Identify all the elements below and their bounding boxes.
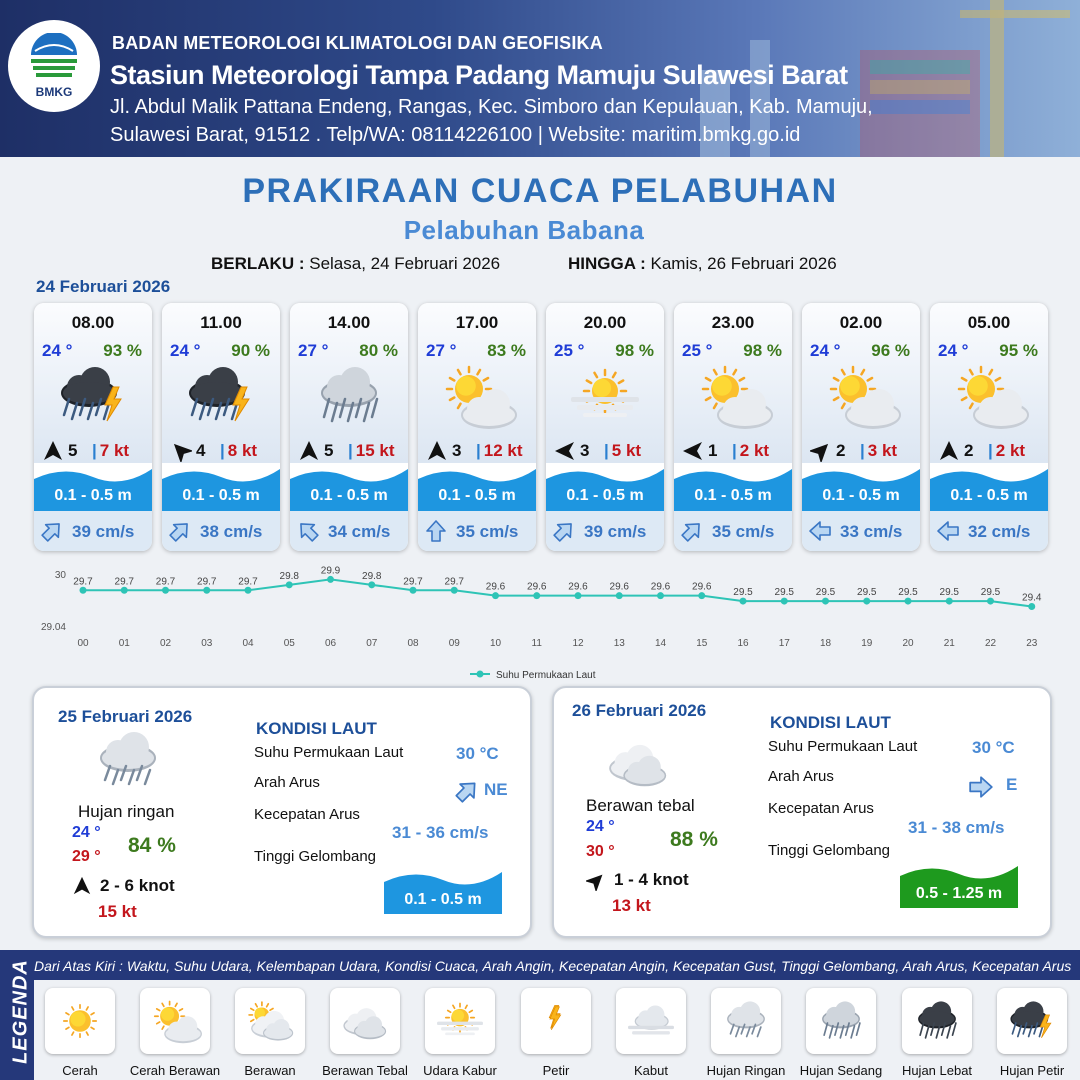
card-wind [546,437,664,463]
day3-condition: Berawan tebal [586,796,695,815]
y-tick-label: 30 [54,570,66,581]
station-name: Stasiun Meteorologi Tampa Padang Mamuju Sulawesi Barat [110,60,848,90]
forecast-card [418,303,536,551]
card-temperature: 25 ° [682,341,713,360]
x-tick-label: 08 [407,638,419,649]
day2-sst-label: Suhu Permukaan Laut [254,744,404,761]
validity-to-value: Kamis, 26 Februari 2026 [650,254,837,273]
org-name: BADAN METEOROLOGI KLIMATOLOGI DAN GEOFISIKA [112,33,603,53]
data-label: 29.9 [320,565,341,577]
card-wind-speed: 2 [836,441,846,460]
cerah-icon [53,994,107,1048]
data-point [368,581,375,588]
bmkg-logo [8,20,100,112]
data-label: 29.7 [444,576,464,588]
data-label: 29.6 [609,581,629,593]
day3-wave-height: 0.5 - 1.25 m [915,885,1003,902]
card-humidity: 98 % [615,341,654,360]
logo-text: BMKG [35,85,73,99]
card-wind-speed: 3 [580,441,590,460]
data-point [410,587,417,594]
hujan-petir-icon [181,363,261,429]
card-wave-height: 0.1 - 0.5 m [310,487,388,504]
port-name: Pelabuhan Babana [403,215,645,245]
card-current-speed: 32 cm/s [968,522,1031,541]
data-point [863,598,870,605]
legend-item-berawan [235,988,305,1054]
data-label: 29.7 [155,576,176,588]
x-tick-label: 07 [366,638,378,649]
legend-item-label: Hujan Petir [999,1063,1065,1078]
forecast-card [34,303,152,551]
hujan-ringan-icon [88,728,168,794]
data-label: 29.5 [733,587,753,599]
cerah-berawan-icon [693,363,773,429]
card-wave-height: 0.1 - 0.5 m [822,487,900,504]
card-time: 14.00 [327,313,371,332]
hujan-lebat-icon [910,994,964,1048]
x-tick-label: 22 [984,638,997,649]
data-label: 29.7 [114,576,134,588]
card-humidity: 80 % [359,341,398,360]
validity-from-value: Selasa, 24 Februari 2026 [309,254,501,273]
hujan-ringan-icon [719,994,773,1048]
forecast-card [290,303,408,551]
day2-kec-label: Kecepatan Arus [254,806,360,823]
data-point [657,592,664,599]
current-direction-icon [40,519,64,543]
x-tick-label: 19 [861,638,873,649]
wind-direction-icon [42,440,64,462]
card-time: 23.00 [711,313,755,332]
current-direction-icon [936,519,960,543]
card-wave-height: 0.1 - 0.5 m [438,487,516,504]
forecast-card [930,303,1048,551]
data-label: 29.5 [815,587,836,599]
data-label: 29.5 [857,587,877,599]
card-weather-icon [53,363,133,429]
card-current-speed: 39 cm/s [72,522,135,541]
card-wind-speed: 5 [324,441,334,460]
berawan-tebal-icon [602,732,674,792]
day2-current-arrow-icon [454,778,480,804]
day2-humidity: 84 % [128,834,176,857]
day3-sst-label: Suhu Permukaan Laut [768,738,918,755]
card-humidity: 83 % [487,341,526,360]
card-wind-speed: 1 [708,441,718,460]
x-tick-label: 01 [118,638,130,649]
wind-direction-icon [938,440,960,462]
card-weather-icon [309,363,389,429]
card-current [674,511,792,551]
card-humidity: 95 % [999,341,1038,360]
day3-panel [552,686,1052,938]
legend-item-label: Kabut [634,1063,668,1078]
legend-item-label: Hujan Lebat [901,1063,973,1078]
x-tick-label: 20 [902,638,914,649]
berawan-icon [243,994,297,1048]
card-wave-height: 0.1 - 0.5 m [950,487,1028,504]
card-humidity: 90 % [231,341,270,360]
card-wind [290,437,408,463]
cerah-berawan-icon [949,363,1029,429]
legend-item-label: Hujan Ringan [706,1063,786,1078]
card-gust: | 7 kt [92,441,130,460]
page-title: PRAKIRAAN CUACA PELABUHAN [242,172,838,210]
day3-wind-arrow-icon [586,871,606,891]
card-current-speed: 35 cm/s [712,522,775,541]
card-gust-value: 2 kt [739,441,770,460]
card-current [290,511,408,551]
legend-item-berawan-tebal [330,988,400,1054]
card-current-speed: 33 cm/s [840,522,903,541]
data-point [905,598,912,605]
address-line-1: Jl. Abdul Malik Pattana Endeng, Rangas, Kec. Simboro dan Kepulauan, Kab. Mamuju, [110,96,873,118]
card-wind [802,437,920,463]
day3-temp-min: 24 ° [586,818,615,835]
day2-temp-min: 24 ° [72,824,101,841]
data-label: 29.4 [1022,592,1042,604]
card-time: 17.00 [455,313,499,332]
card-time: 11.00 [200,313,242,332]
day3-kec-label: Kecepatan Arus [768,800,874,817]
legend-item-hujan-ringan [711,988,781,1054]
data-label: 29.8 [279,570,299,582]
data-label: 29.6 [692,581,712,593]
card-temperature: 27 ° [426,341,457,360]
data-point [1028,603,1035,610]
x-tick-label: 16 [737,638,749,649]
legend-label: LEGENDA [9,959,32,1064]
day3-wind: 1 - 4 knot [614,870,689,889]
card-weather-icon [437,363,517,429]
x-tick-label: 06 [324,638,337,649]
current-direction-icon [552,519,576,543]
data-label: 29.8 [362,570,382,582]
sea-temperature-chart [30,562,1050,690]
legend-description: Dari Atas Kiri : Waktu, Suhu Udara, Kelembapan Udara, Kondisi Cuaca, Arah Angin, Kecepatan Angin, Kecepatan Gust, Tinggi Gelombang, Arah Arus, Kecepatan Arus [34,958,1072,974]
day2-tg-label: Tinggi Gelombang [254,848,377,865]
hujan-petir-icon [53,363,133,429]
validity-to-label: HINGGA : [568,254,646,273]
card-time: 02.00 [839,313,883,332]
card-wind [162,437,280,463]
series-line [83,579,1032,606]
data-point [121,587,128,594]
legend [0,950,1080,1080]
udara-kabur-icon [565,363,645,429]
hujan-petir-icon [1005,994,1059,1048]
data-point [451,587,458,594]
data-point [245,587,252,594]
data-label: 29.6 [527,581,547,593]
x-tick-label: 13 [613,638,625,649]
day3-weather-icon [602,732,674,792]
berawan-tebal-icon [338,994,392,1048]
card-gust-value: 7 kt [99,441,130,460]
card-weather-icon [949,363,1029,429]
card-humidity: 98 % [743,341,782,360]
x-tick-label: 14 [654,638,667,649]
petir-icon [529,994,583,1048]
current-direction-icon [296,519,320,543]
day3-kondisi-title: KONDISI LAUT [770,713,891,732]
card-current [546,511,664,551]
card-wave-height: 0.1 - 0.5 m [182,487,260,504]
cerah-berawan-icon [821,363,901,429]
data-point [987,598,994,605]
header-banner [0,0,1080,157]
x-tick-label: 09 [448,638,460,649]
hujan-sedang-icon [309,363,389,429]
card-temperature: 24 ° [170,341,201,360]
data-point [492,592,499,599]
card-gust: | 8 kt [220,441,258,460]
day2-gust: 15 kt [98,902,137,921]
day3-sst: 30 °C [972,738,1015,757]
data-label: 29.5 [774,587,794,599]
card-wind [930,437,1048,463]
card-gust: | 2 kt [988,441,1026,460]
data-point [781,598,788,605]
card-wave-height: 0.1 - 0.5 m [566,487,644,504]
card-gust-value: 5 kt [611,441,642,460]
udara-kabur-icon [433,994,487,1048]
data-label: 29.7 [197,576,217,588]
day3-date: 26 Februari 2026 [572,701,707,720]
x-tick-label: 04 [242,638,254,649]
legend-item-label: Petir [542,1063,570,1078]
card-gust: | 5 kt [604,441,642,460]
card-weather-icon [565,363,645,429]
legend-item-label: Cerah [62,1063,98,1078]
data-point [698,592,705,599]
wind-direction-icon [682,440,704,462]
card-wind [34,437,152,463]
kabut-icon [624,994,678,1048]
data-point [203,587,210,594]
card-wave-height: 0.1 - 0.5 m [54,487,132,504]
card-temperature: 24 ° [42,341,73,360]
card-wind-speed: 3 [452,441,462,460]
day2-arus-label: Arah Arus [254,774,320,791]
day2-wave-height: 0.1 - 0.5 m [404,891,482,908]
x-tick-label: 12 [572,638,584,649]
card-gust: | 2 kt [732,441,770,460]
card-current [418,511,536,551]
legend-item-hujan-sedang [806,988,876,1054]
legend-item-kabut [616,988,686,1054]
card-weather-icon [181,363,261,429]
data-point [822,598,829,605]
x-tick-label: 15 [696,638,708,649]
cerah-berawan-icon [148,994,202,1048]
card-current [802,511,920,551]
card-wind [674,437,792,463]
x-tick-label: 10 [489,638,502,649]
card-weather-icon [821,363,901,429]
validity-to [568,254,837,274]
card-gust-value: 2 kt [995,441,1026,460]
forecast-card [546,303,664,551]
card-time: 05.00 [967,313,1011,332]
legend-item-cerah [45,988,115,1054]
card-gust-value: 8 kt [227,441,258,460]
card-temperature: 24 ° [938,341,969,360]
card-gust-value: 15 kt [355,441,395,460]
card-current-speed: 35 cm/s [456,522,519,541]
data-label: 29.6 [568,581,588,593]
card-current [930,511,1048,551]
day3-temp-max: 30 ° [586,843,615,860]
wind-direction-icon [554,440,576,462]
current-direction-icon [808,519,832,543]
wind-direction-icon [298,440,320,462]
legend-item-label: Udara Kabur [423,1063,497,1078]
card-time: 08.00 [71,313,115,332]
legend-item-hujan-petir [997,988,1067,1054]
card-current [162,511,280,551]
card-weather-icon [693,363,773,429]
data-point [616,592,623,599]
address-line-2: Sulawesi Barat, 91512 . Telp/WA: 08114226100 | Website: maritim.bmkg.go.id [110,124,801,146]
day2-kec: 31 - 36 cm/s [392,823,489,842]
legend-item-petir [521,988,591,1054]
day2-sst: 30 °C [456,744,499,763]
card-gust-value: 12 kt [483,441,523,460]
card-wind-speed: 5 [68,441,78,460]
day3-current-arrow-icon [968,774,994,800]
current-direction-icon [424,519,448,543]
data-point [575,592,582,599]
data-label: 29.7 [403,576,423,588]
card-humidity: 93 % [103,341,142,360]
day2-weather-icon [88,728,168,794]
x-tick-label: 02 [159,638,172,649]
data-point [740,598,747,605]
legend-marker [477,671,484,678]
legend-item-hujan-lebat [902,988,972,1054]
current-direction-icon [168,519,192,543]
day2-date: 25 Februari 2026 [58,707,193,726]
card-gust-value: 3 kt [867,441,898,460]
day3-arus-label: Arah Arus [768,768,834,785]
data-point [162,587,169,594]
data-label: 29.6 [650,581,671,593]
hujan-sedang-icon [814,994,868,1048]
forecast-card [674,303,792,551]
x-tick-label: 05 [283,638,295,649]
x-tick-label: 21 [943,638,955,649]
data-label: 29.5 [939,587,959,599]
card-time: 20.00 [583,313,627,332]
y-tick-label: 29.04 [40,622,66,633]
card-wind-speed: 2 [964,441,974,460]
legend-item-cerah-berawan [140,988,210,1054]
card-temperature: 25 ° [554,341,585,360]
data-label: 29.5 [980,587,1001,599]
card-current-speed: 34 cm/s [328,522,391,541]
x-tick-label: 03 [201,638,213,649]
legend-item-label: Berawan Tebal [322,1063,408,1078]
cerah-berawan-icon [437,363,517,429]
data-label: 29.6 [485,581,506,593]
day3-kec: 31 - 38 cm/s [908,818,1005,837]
wind-direction-icon [170,440,192,462]
day2-wind-arrow-icon [72,876,92,896]
data-label: 29.5 [898,587,918,599]
data-point [286,581,293,588]
day2-temp-max: 29 ° [72,848,101,865]
current-direction-icon [680,519,704,543]
day2-arus-dir: NE [484,780,508,799]
x-tick-label: 00 [77,638,89,649]
legend-item-label: Hujan Sedang [799,1063,883,1078]
data-point [946,598,953,605]
wind-direction-icon [426,440,448,462]
card-current-speed: 39 cm/s [584,522,647,541]
legend-label: Suhu Permukaan Laut [496,670,596,681]
bmkg-emblem-icon [25,33,83,83]
day2-kondisi-title: KONDISI LAUT [256,719,377,738]
card-wind-speed: 4 [196,441,206,460]
data-label: 29.7 [238,576,258,588]
x-tick-label: 18 [819,638,832,649]
x-tick-label: 11 [531,638,542,649]
day3-tg-label: Tinggi Gelombang [768,842,891,859]
card-gust: | 3 kt [860,441,898,460]
data-point [533,592,540,599]
data-point [327,576,334,583]
card-gust: | 12 kt [476,441,523,460]
legend-item-label: Berawan [244,1063,296,1078]
x-tick-label: 17 [778,638,790,649]
day3-arus-dir: E [1006,775,1018,794]
legend-item-label: Cerah Berawan [129,1063,221,1078]
forecast-card [162,303,280,551]
day1-date: 24 Februari 2026 [36,277,171,296]
data-point [80,587,87,594]
card-wave-height: 0.1 - 0.5 m [694,487,772,504]
card-current [34,511,152,551]
card-humidity: 96 % [871,341,910,360]
validity-from [211,254,500,274]
validity-from-label: BERLAKU : [211,254,305,273]
card-temperature: 27 ° [298,341,329,360]
day2-wind: 2 - 6 knot [100,876,175,895]
card-temperature: 24 ° [810,341,841,360]
day2-panel [32,686,532,938]
x-tick-label: 23 [1026,638,1038,649]
legend-item-udara-kabur [425,988,495,1054]
data-label: 29.7 [73,576,93,588]
wind-direction-icon [810,440,832,462]
day3-gust: 13 kt [612,896,651,915]
day2-condition: Hujan ringan [78,802,175,821]
card-current-speed: 38 cm/s [200,522,263,541]
forecast-card [802,303,920,551]
card-wind [418,437,536,463]
card-gust: | 15 kt [348,441,395,460]
day3-humidity: 88 % [670,828,718,851]
